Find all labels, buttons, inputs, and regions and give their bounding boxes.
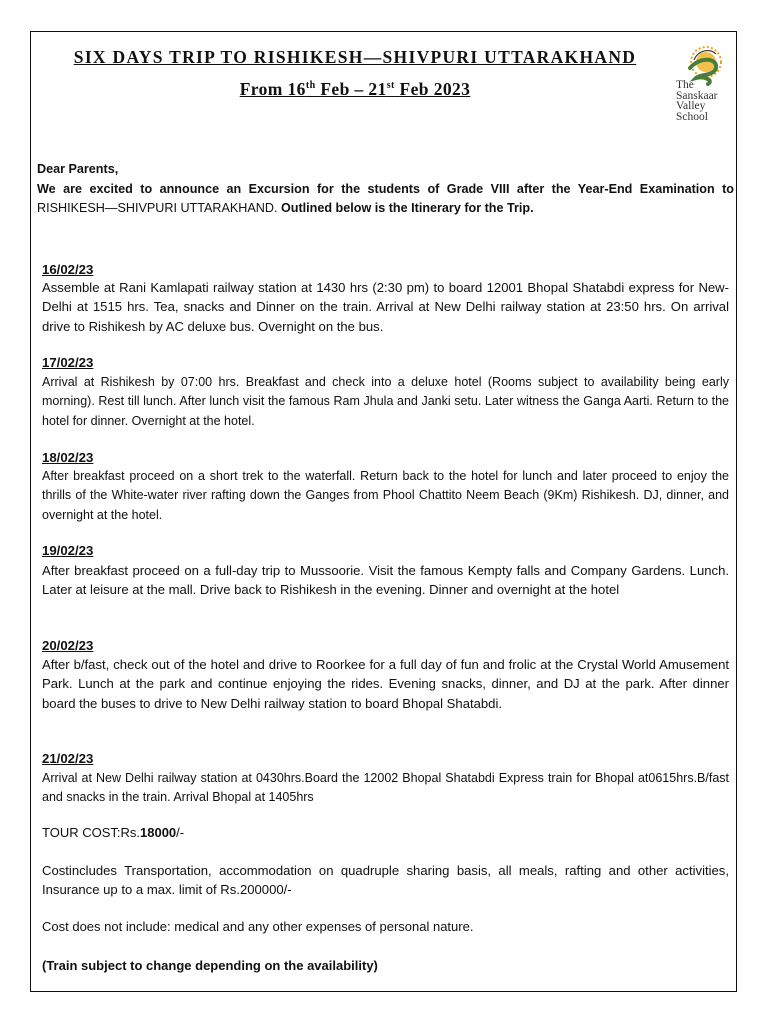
intro-line2: Outlined below is the Itinerary for the Trip. (277, 201, 534, 215)
day3-text: After breakfast proceed on a short trek to the waterfall. Return back to the hotel for lunch and later proceed to enjoy the thrills of the White-water river rafting down the Ganges from Phool Chattito Neem Beach (9Km) Rishikesh. DJ, dinner, and overnight at the hotel. (42, 469, 729, 522)
tour-cost-amount: 18000 (140, 825, 177, 840)
day1-text: Assemble at Rani Kamlapati railway station at 1430 hrs (2:30 pm) to board 12001 Bhopal Shatabdi express for New-Delhi at 1515 hrs. Tea, snacks and Dinner on the train. Arrival at New Delhi railway station at 23:50 hrs. On arrival drive to Rishikesh by AC deluxe bus. Overnight on the bus. (42, 280, 729, 334)
page-title: SIX DAYS TRIP TO RISHIKESH—SHIVPURI UTTARAKHAND (73, 47, 637, 67)
dates-from-suffix: th (305, 80, 316, 91)
school-name-line1: The (676, 79, 694, 91)
salutation: Dear Parents, (37, 162, 119, 176)
school-name (676, 80, 738, 122)
day5-text: After b/fast, check out of the hotel and drive to Roorkee for a full day of fun and frolic at the Crystal World Amusement Park. Lunch at the park and continue enjoying the rides. Evening snacks, dinner, and DJ at the park. After dinner board the buses to drive to New Delhi railway station to board Bhopal Shatabdi. (42, 657, 729, 711)
cost-includes: Costincludes Transportation, accommodation on quadruple sharing basis, all meals, rafting and other activities, Insurance up to a max. limit of Rs.200000/- (42, 863, 729, 898)
day1-date: 16/02/23 (42, 262, 94, 277)
tour-cost-label: TOUR COST:Rs. (42, 825, 140, 840)
dates-from: From 16 (239, 78, 306, 99)
tour-cost-suffix: /- (176, 825, 185, 840)
train-note: (Train subject to change depending on the availability) (42, 958, 378, 973)
school-name-line3: Valley (676, 100, 706, 112)
day5-date: 20/02/23 (42, 638, 94, 653)
intro-line1: We are excited to announce an Excursion for the students of Grade VIII after the Year-End Examination to (37, 181, 734, 196)
school-name-line4: School (676, 110, 708, 123)
dates-to-suffix: st (386, 80, 395, 91)
day6-date: 21/02/23 (42, 751, 94, 766)
trip-dates (50, 75, 660, 100)
school-name-line2: Sanskaar (676, 89, 718, 102)
day4-date: 19/02/23 (42, 543, 94, 558)
tour-cost (42, 823, 732, 842)
dates-end: Feb 2023 (394, 78, 471, 99)
cost-excludes: Cost does not include: medical and any other expenses of personal nature. (42, 919, 474, 934)
day2-text: Arrival at Rishikesh by 07:00 hrs. Breakfast and check into a deluxe hotel (Rooms subject to availability being early morning). Rest till lunch. After lunch visit the famous Ram Jhula and Janki setu. Later witness the Ganga Aarti. Return to the hotel for dinner. Overnight at the hotel. (42, 375, 729, 428)
day6-text: Arrival at New Delhi railway station at 0430hrs.Board the 12002 Bhopal Shatabdi Express train for Bhopal at0615hrs.B/fast and snacks in the train. Arrival Bhopal at 1405hrs (42, 771, 729, 805)
dates-mid: Feb – 21 (315, 78, 387, 99)
intro (37, 160, 734, 219)
day2-date: 17/02/23 (42, 355, 94, 370)
day3-date: 18/02/23 (42, 450, 94, 465)
day4-text: After breakfast proceed on a full-day trip to Mussoorie. Visit the famous Kempty falls and Company Gardens. Lunch. Later at leisure at the mall. Drive back to Rishikesh in the evening. Dinner and overnight at the hotel (42, 563, 729, 598)
destination: RISHIKESH—SHIVPURI UTTARAKHAND. (37, 201, 278, 215)
